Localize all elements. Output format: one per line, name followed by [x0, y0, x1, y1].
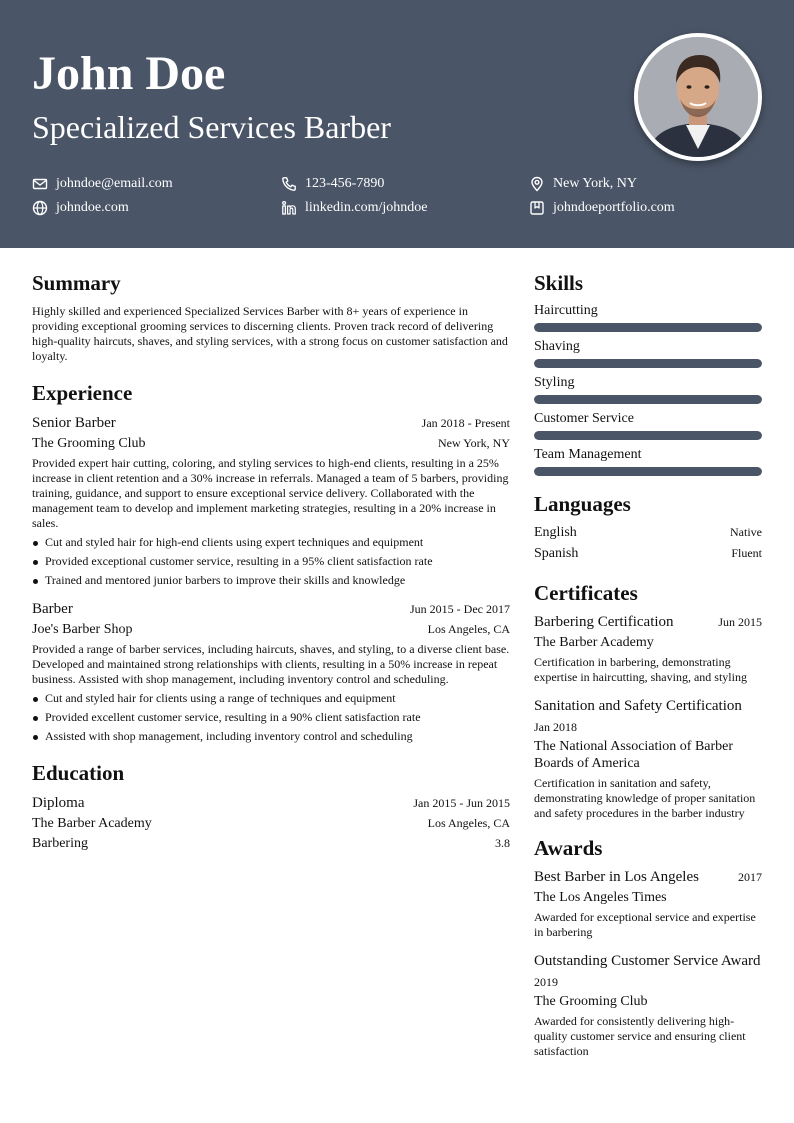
- mail-icon: [32, 176, 48, 192]
- skill-name: Team Management: [534, 447, 642, 462]
- job-bullets: [32, 535, 510, 588]
- contact-phone-text: 123-456-7890: [305, 176, 385, 191]
- skill-bar-fill: [534, 323, 762, 332]
- certificate-entry: [534, 697, 762, 821]
- education-field: Barbering: [32, 836, 88, 851]
- education-degree: Diploma: [32, 795, 85, 811]
- education-gpa: 3.8: [495, 836, 510, 850]
- list-item: Provided exceptional customer service, resulting in a 95% client satisfaction rate: [32, 554, 510, 569]
- skill-bar: [534, 431, 762, 440]
- list-item: Cut and styled hair for clients using a range of techniques and equipment: [32, 691, 510, 706]
- awards-section: [534, 835, 762, 1059]
- certificate-date: Jan 2018: [534, 720, 577, 734]
- skill-bar-fill: [534, 359, 762, 368]
- certificates-heading: Certificates: [534, 581, 638, 605]
- education-location: Los Angeles, CA: [427, 816, 510, 830]
- skill-bar-fill: [534, 395, 762, 404]
- summary-heading: Summary: [32, 271, 121, 295]
- language-level: Native: [730, 525, 762, 539]
- contact-location-text: New York, NY: [553, 176, 638, 191]
- skill-name: Styling: [534, 375, 575, 390]
- awards-heading: Awards: [534, 836, 603, 860]
- job-role: Senior Barber: [32, 415, 116, 431]
- job-bullets: [32, 691, 510, 744]
- job-dates: Jan 2018 - Present: [421, 416, 510, 430]
- certificate-entry: [534, 613, 762, 685]
- summary-section: [32, 270, 510, 364]
- certificate-issuer: The Barber Academy: [534, 635, 654, 650]
- list-item: Provided excellent customer service, resulting in a 90% client satisfaction rate: [32, 710, 510, 725]
- skill-bar: [534, 395, 762, 404]
- job-description: Provided a range of barber services, including haircuts, shaves, and styling, to a diverse client base. Developed and maintained strong relationships with clients, resulting in a 50% increase in repeat business. Assisted with shop management, including inventory control and scheduling.: [32, 642, 510, 686]
- award-name: Best Barber in Los Angeles: [534, 869, 699, 885]
- list-item: Cut and styled hair for high-end clients using expert techniques and equipment: [32, 535, 510, 550]
- award-date: 2017: [738, 870, 762, 884]
- job-company: Joe's Barber Shop: [32, 622, 133, 637]
- contact-portfolio[interactable]: [529, 200, 675, 216]
- skills-section: [534, 270, 762, 476]
- profile-photo: [634, 33, 762, 161]
- education-dates: Jan 2015 - Jun 2015: [413, 796, 510, 810]
- language-name: Spanish: [534, 546, 579, 561]
- job-dates: Jun 2015 - Dec 2017: [410, 602, 510, 616]
- certificate-issuer: The National Association of Barber Boards of America: [534, 739, 734, 771]
- education-heading: Education: [32, 761, 125, 785]
- skills-heading: Skills: [534, 271, 584, 295]
- certificate-description: Certification in sanitation and safety, demonstrating knowledge of proper sanitation and safety procedures in the barber industry: [534, 776, 756, 820]
- experience-heading: Experience: [32, 381, 133, 405]
- award-issuer: The Grooming Club: [534, 994, 648, 1009]
- experience-entry: [32, 600, 510, 744]
- language-name: English: [534, 525, 577, 540]
- certificates-section: [534, 580, 762, 821]
- contact-portfolio-text: johndoeportfolio.com: [553, 200, 675, 215]
- globe-icon: [32, 200, 48, 216]
- skill-bar: [534, 323, 762, 332]
- linkedin-icon: [281, 200, 297, 216]
- portrait-image: [638, 37, 758, 157]
- main-column: [32, 270, 510, 853]
- certificate-date: Jun 2015: [718, 615, 762, 629]
- job-title: Specialized Services Barber: [32, 109, 391, 145]
- skill-name: Shaving: [534, 339, 580, 354]
- contact-email-text: johndoe@email.com: [56, 176, 173, 191]
- languages-section: [534, 491, 762, 562]
- award-entry: [534, 952, 762, 1059]
- skill-bar-fill: [534, 431, 762, 440]
- list-item: Trained and mentored junior barbers to improve their skills and knowledge: [32, 573, 510, 588]
- award-description: Awarded for consistently delivering high-quality customer service and ensuring client satisfaction: [534, 1014, 746, 1058]
- job-location: New York, NY: [437, 436, 510, 450]
- certificate-name: Sanitation and Safety Certification: [534, 698, 742, 714]
- experience-entry: [32, 414, 510, 588]
- skill-name: Customer Service: [534, 411, 634, 426]
- side-column: [534, 270, 762, 1059]
- location-pin-icon: [529, 176, 545, 192]
- award-date: 2019: [534, 975, 558, 989]
- contact-phone[interactable]: [281, 176, 384, 192]
- language-row: [534, 524, 762, 541]
- skill-bar-fill: [534, 467, 762, 476]
- education-section: [32, 760, 510, 853]
- skill-name: Haircutting: [534, 303, 598, 318]
- certificate-description: Certification in barbering, demonstrating expertise in haircutting, shaving, and styling: [534, 655, 747, 684]
- award-name: Outstanding Customer Service Award: [534, 953, 761, 969]
- contact-email[interactable]: [32, 176, 173, 192]
- job-company: The Grooming Club: [32, 436, 146, 451]
- job-role: Barber: [32, 601, 73, 617]
- certificate-name: Barbering Certification: [534, 614, 674, 630]
- header-banner: [0, 0, 794, 248]
- language-level: Fluent: [731, 546, 762, 560]
- contact-website-text: johndoe.com: [56, 200, 129, 215]
- job-location: Los Angeles, CA: [427, 622, 510, 636]
- award-description: Awarded for exceptional service and expertise in barbering: [534, 910, 756, 939]
- education-school: The Barber Academy: [32, 816, 152, 831]
- contact-linkedin[interactable]: [281, 200, 427, 216]
- contact-website[interactable]: [32, 200, 129, 216]
- portfolio-icon: [529, 200, 545, 216]
- contact-linkedin-text: linkedin.com/johndoe: [305, 200, 428, 215]
- skill-bar: [534, 467, 762, 476]
- award-entry: [534, 868, 762, 940]
- experience-section: [32, 380, 510, 744]
- list-item: Assisted with shop management, including inventory control and scheduling: [32, 729, 510, 744]
- job-description: Provided expert hair cutting, coloring, and styling services to high-end clients, resulting in a 25% increase in client retention and a 30% increase in referrals. Managed a team of 5 barbers, providing training, guidance, and support to ensure exceptional service delivery. Collaborated with the management team to develop and implement marketing strategies, resulting in a 20% increase in sales.: [32, 456, 509, 530]
- languages-heading: Languages: [534, 492, 631, 516]
- skill-bar: [534, 359, 762, 368]
- language-row: [534, 545, 762, 562]
- award-issuer: The Los Angeles Times: [534, 890, 667, 905]
- phone-icon: [281, 176, 297, 192]
- summary-text: Highly skilled and experienced Specialized Services Barber with 8+ years of experience in providing exceptional grooming services to discerning clients. Proven track record of delivering high-quality haircuts, shaves, and styling services, with a strong focus on customer satisfaction and loyalty.: [32, 304, 508, 363]
- contact-location: [529, 176, 637, 192]
- candidate-name: John Doe: [32, 47, 226, 100]
